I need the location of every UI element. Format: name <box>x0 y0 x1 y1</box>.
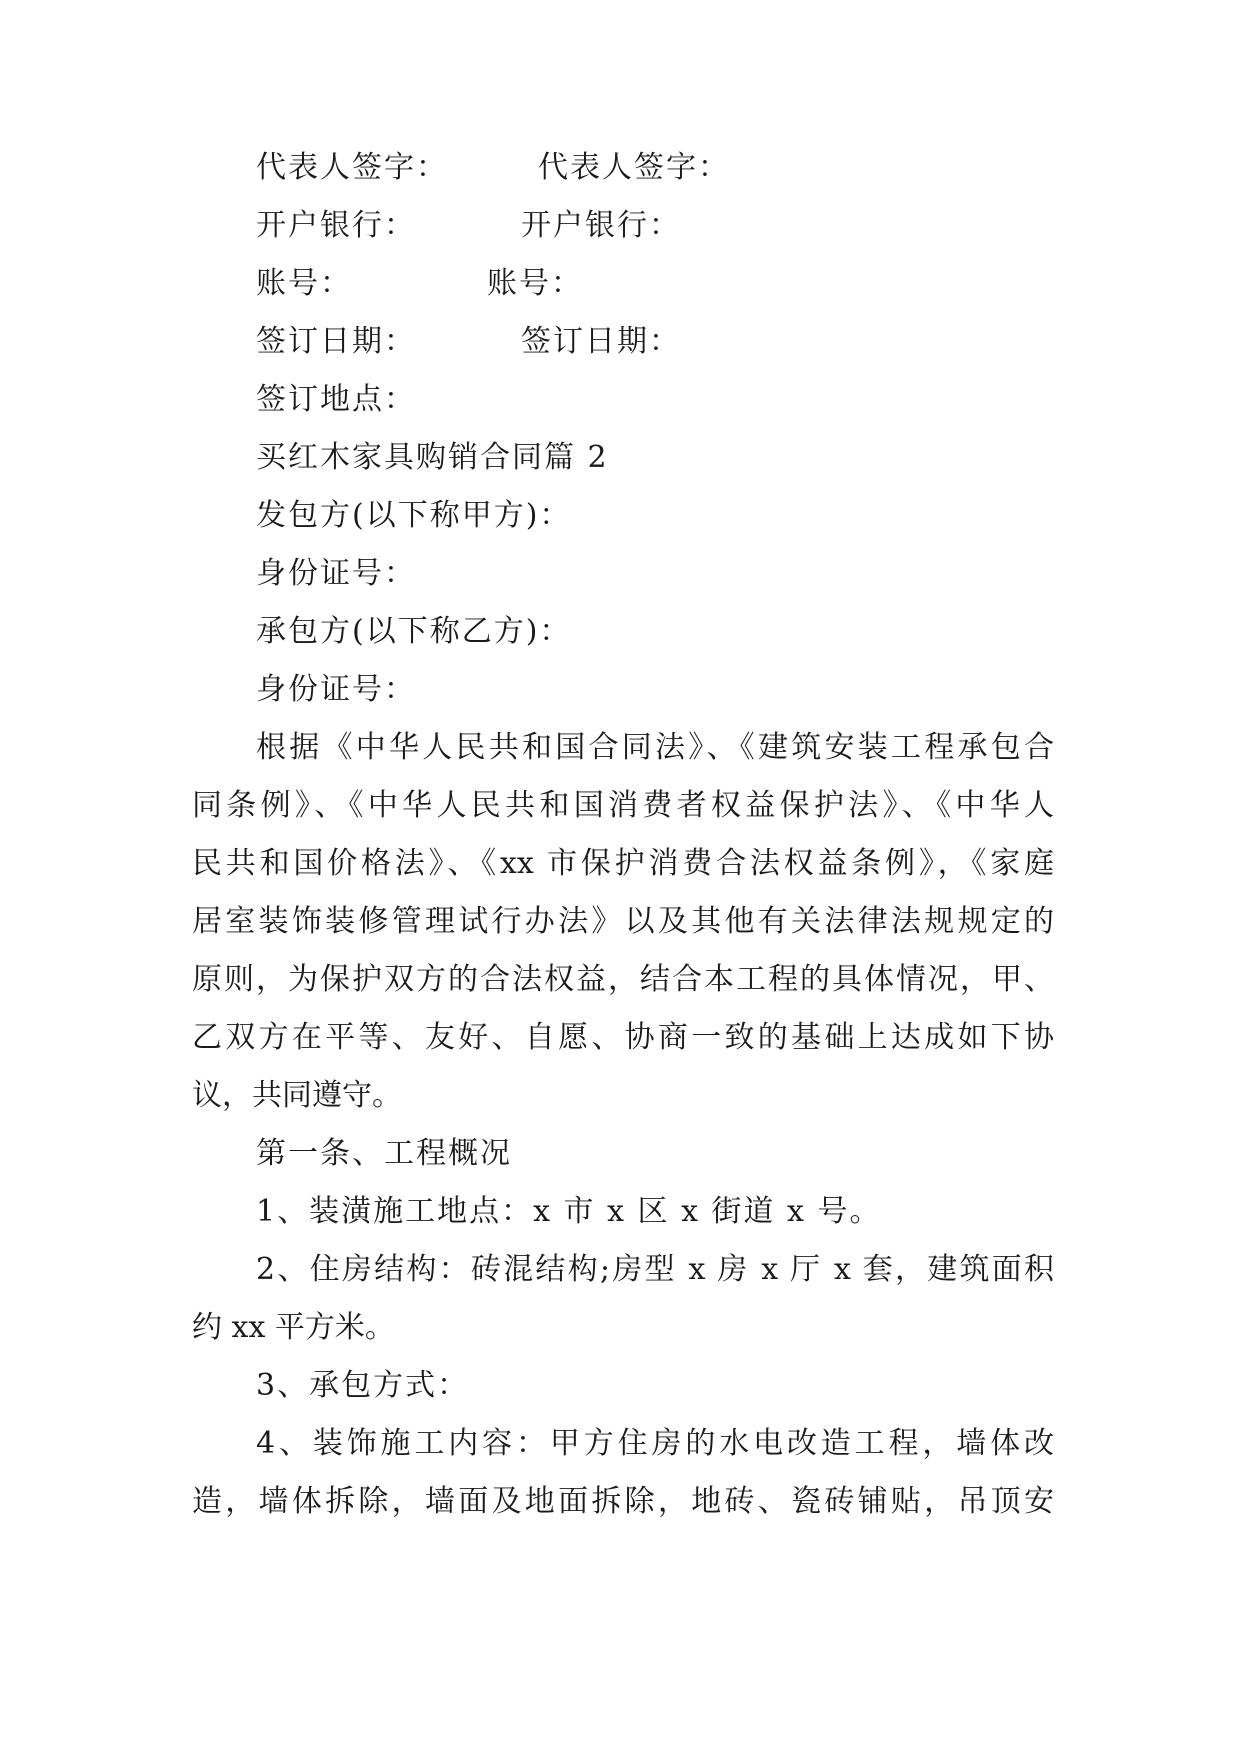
contractor-label: 承包方(以下称乙方)： <box>256 614 572 649</box>
preamble-line: 乙双方在平等、友好、自愿、协商一致的基础上达成如下协 <box>192 1020 1054 1055</box>
article-1-item-1: 1、装潢施工地点：x 市 x 区 x 街道 x 号。 <box>256 1194 882 1229</box>
preamble-line: 同条例》、《中华人民共和国消费者权益保护法》、《中华人 <box>192 788 1054 823</box>
preamble-line: 居室装饰装修管理试行办法》以及其他有关法律法规规定的 <box>192 904 1054 939</box>
employer-id-label: 身份证号： <box>256 556 416 591</box>
preamble-line: 根据《中华人民共和国合同法》、《建筑安装工程承包合 <box>256 730 1054 765</box>
party-a-bank-label: 开户银行： <box>256 208 416 243</box>
article-1-item-4-cont: 造，墙体拆除，墙面及地面拆除，地砖、瓷砖铺贴，吊顶安 <box>192 1484 1054 1519</box>
preamble-line: 民共和国价格法》、《xx 市保护消费合法权益条例》，《家庭 <box>192 846 1054 881</box>
article-1-item-4: 4、装饰施工内容：甲方住房的水电改造工程，墙体改 <box>256 1426 1054 1461</box>
party-b-bank-label: 开户银行： <box>521 208 681 243</box>
preamble-line: 议，共同遵守。 <box>192 1078 402 1113</box>
party-a-account-label: 账号： <box>256 266 352 301</box>
employer-label: 发包方(以下称甲方)： <box>256 498 572 533</box>
article-1-title: 第一条、工程概况 <box>256 1136 512 1171</box>
party-b-rep-label: 代表人签字： <box>538 150 730 185</box>
article-1-item-2-cont: 约 xx 平方米。 <box>192 1310 395 1345</box>
party-a-rep-label: 代表人签字： <box>256 150 448 185</box>
contractor-id-label: 身份证号： <box>256 672 416 707</box>
party-b-account-label: 账号： <box>487 266 583 301</box>
preamble-line: 原则，为保护双方的合法权益，结合本工程的具体情况，甲、 <box>192 962 1054 997</box>
sign-place-label: 签订地点： <box>256 382 416 417</box>
party-b-date-label: 签订日期： <box>521 324 681 359</box>
article-1-item-3: 3、承包方式： <box>256 1368 470 1403</box>
section-title: 买红木家具购销合同篇 2 <box>256 440 609 475</box>
party-a-date-label: 签订日期： <box>256 324 416 359</box>
article-1-item-2: 2、住房结构：砖混结构;房型 x 房 x 厅 x 套，建筑面积 <box>256 1252 1054 1287</box>
